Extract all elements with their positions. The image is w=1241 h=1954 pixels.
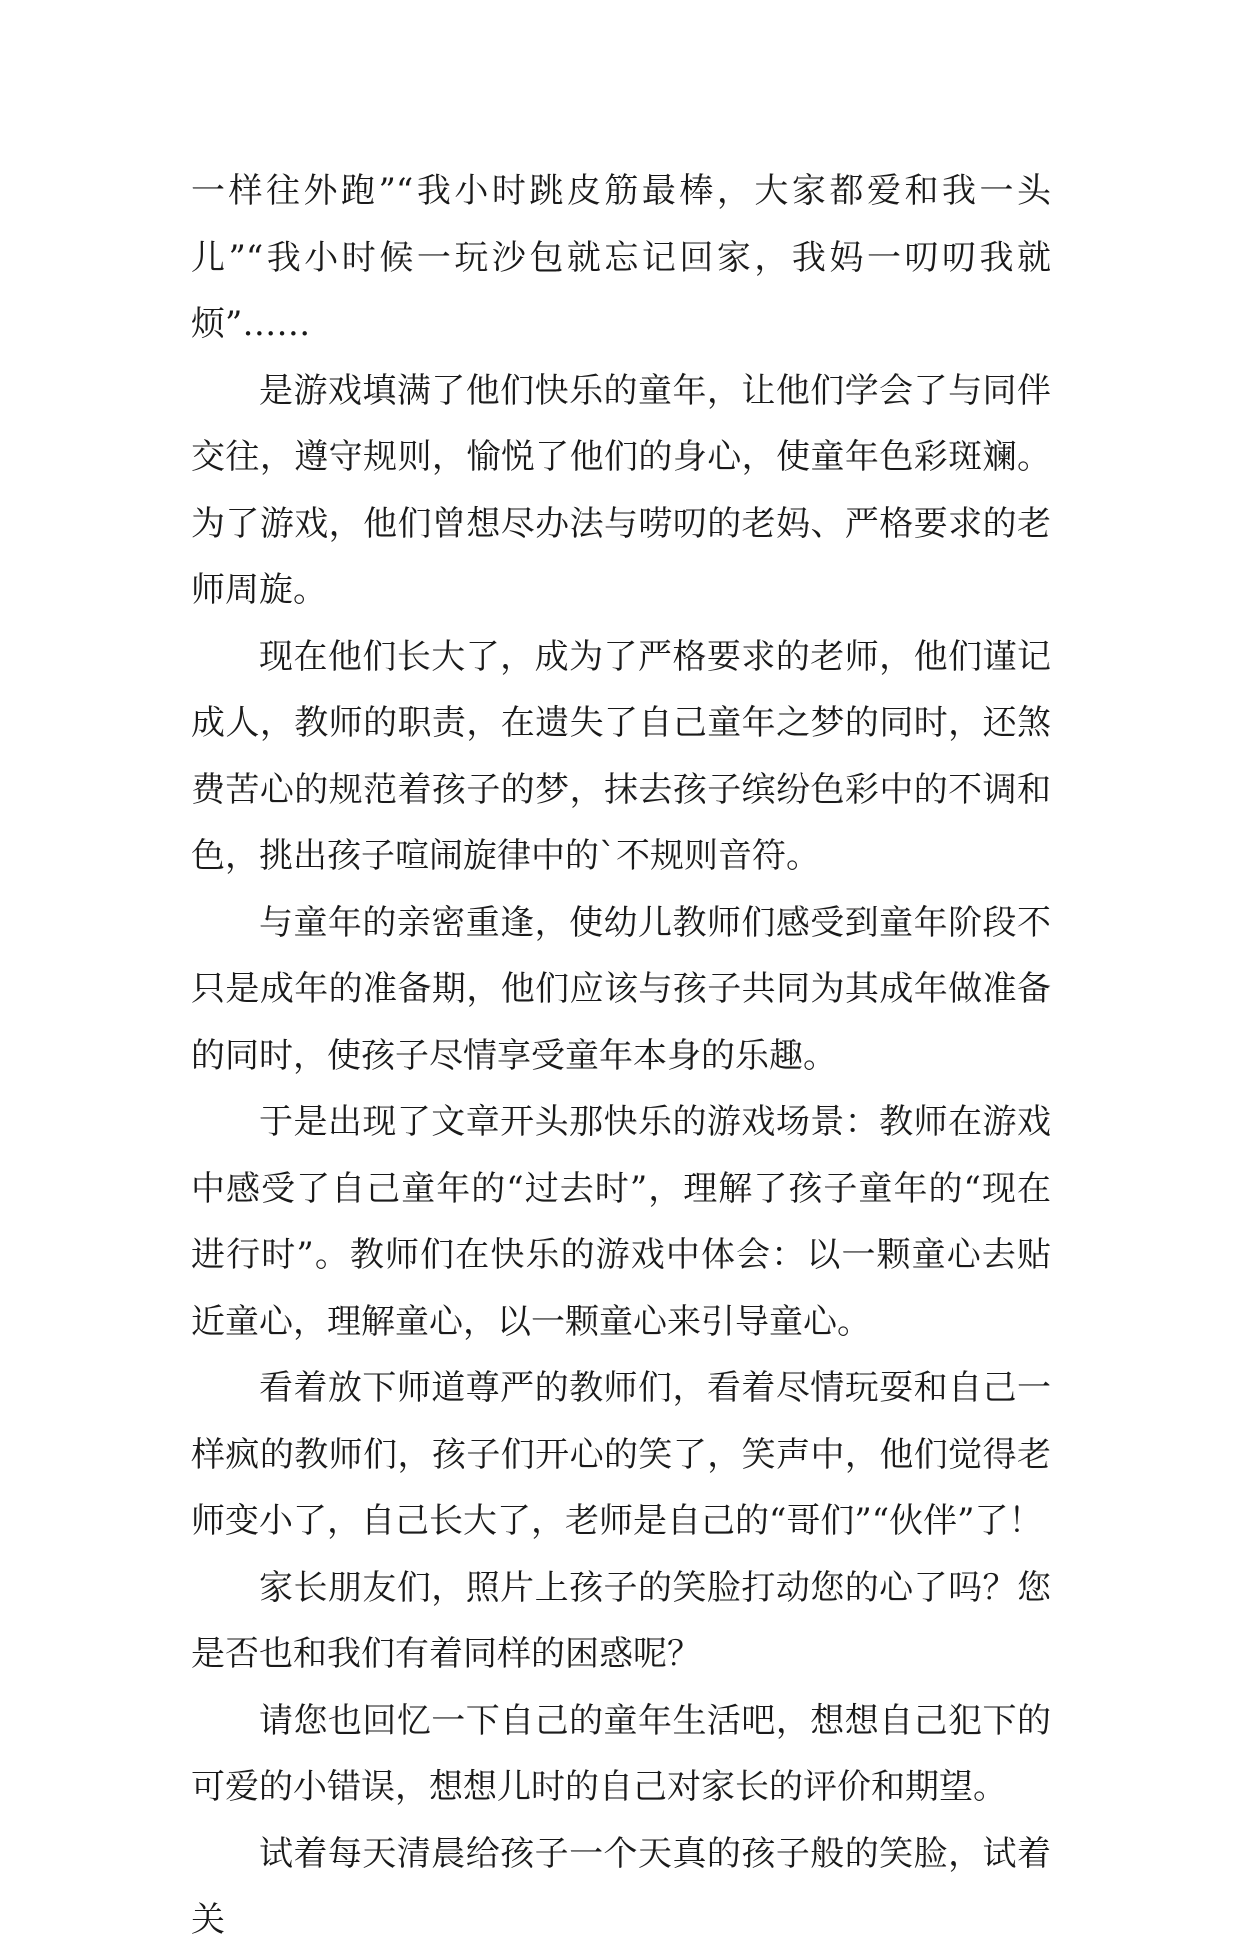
paragraph-8: 请您也回忆一下自己的童年生活吧，想想自己犯下的可爱的小错误，想想儿时的自己对家长的评价和期望。 <box>191 1700 1051 1807</box>
paragraph-7: 家长朋友们，照片上孩子的笑脸打动您的心了吗？您是否也和我们有着同样的困惑呢？ <box>191 1567 1051 1674</box>
paragraph-9: 试着每天清晨给孩子一个天真的孩子般的笑脸，试着关 <box>191 1833 1051 1940</box>
paragraph-5: 于是出现了文章开头那快乐的游戏场景：教师在游戏中感受了自己童年的“过去时”，理解了孩子童年的“现在进行时”。教师们在快乐的游戏中体会：以一颗童心去贴近童心，理解童心，以一颗童心来引导童心。 <box>191 1102 1051 1342</box>
paragraph-2: 是游戏填满了他们快乐的童年，让他们学会了与同伴交往，遵守规则，愉悦了他们的身心，使童年色彩斑斓。为了游戏，他们曾想尽办法与唠叨的老妈、严格要求的老师周旋。 <box>191 370 1051 610</box>
paragraph-1: 一样往外跑”“我小时跳皮筋最棒，大家都爱和我一头儿”“我小时候一玩沙包就忘记回家，我妈一叨叨我就烦”…… <box>191 171 1051 344</box>
document-body <box>191 158 1051 1954</box>
paragraph-3: 现在他们长大了，成为了严格要求的老师，他们谨记成人，教师的职责，在遗失了自己童年之梦的同时，还煞费苦心的规范着孩子的梦，抹去孩子缤纷色彩中的不调和色，挑出孩子喧闹旋律中的`不规则音符。 <box>191 636 1051 876</box>
paragraph-4: 与童年的亲密重逢，使幼儿教师们感受到童年阶段不只是成年的准备期，他们应该与孩子共同为其成年做准备的同时，使孩子尽情享受童年本身的乐趣。 <box>191 902 1051 1076</box>
paragraph-6: 看着放下师道尊严的教师们，看着尽情玩耍和自己一样疯的教师们，孩子们开心的笑了，笑声中，他们觉得老师变小了，自己长大了，老师是自己的“哥们”“伙伴”了！ <box>191 1368 1051 1541</box>
